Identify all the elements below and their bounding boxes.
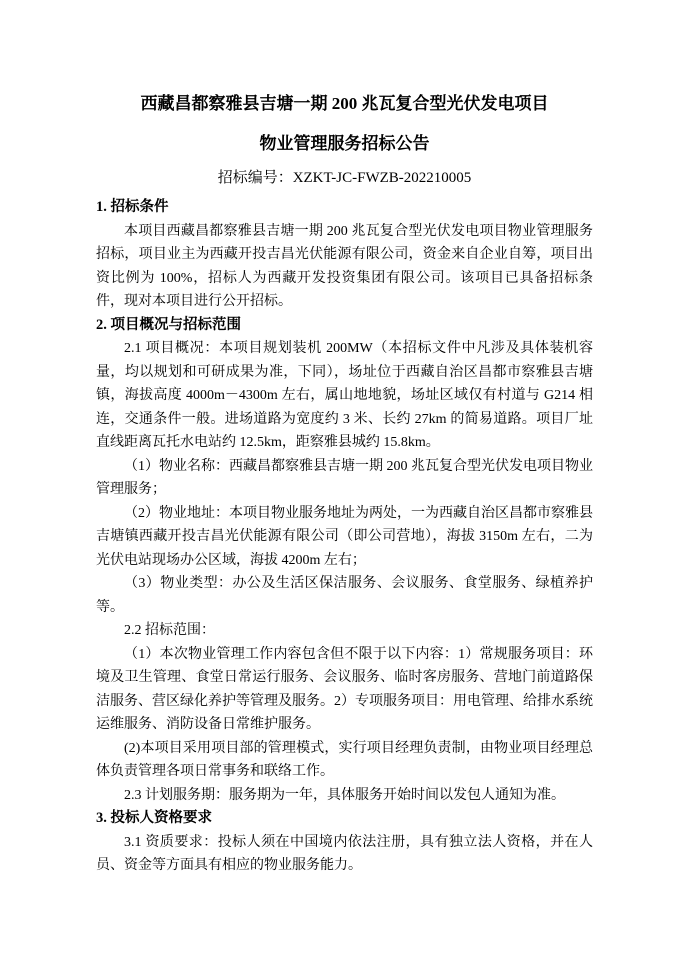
body-paragraph: （2）物业地址：本项目物业服务地址为两处，一为西藏自治区昌都市察雅县吉塘镇西藏开投吉昌光伏能源有限公司（即公司营地），海拔 3150m 左右，二为光伏电站现场办公区域，海拔 4200m 左右； — [96, 505, 593, 568]
body-paragraph: 3.1 资质要求：投标人须在中国境内依法注册，具有独立法人资格，并在人员、资金等方面具有相应的物业服务能力。 — [96, 834, 593, 873]
section-heading: 3. 投标人资格要求 — [96, 810, 212, 826]
body-paragraph: 2.3 计划服务期：服务期为一年，具体服务开始时间以发包人通知为准。 — [124, 787, 565, 803]
body-paragraph: （1）物业名称：西藏昌都察雅县吉塘一期 200 兆瓦复合型光伏发电项目物业管理服务； — [96, 458, 593, 497]
body-paragraph: (2)本项目采用项目部的管理模式，实行项目经理负责制，由物业项目经理总体负责管理各项日常事务和联络工作。 — [96, 740, 593, 779]
section-heading: 2. 项目概况与招标范围 — [96, 316, 241, 333]
body-paragraph: 2.1 项目概况：本项目规划装机 200MW（本招标文件中凡涉及具体装机容量，均以规划和可研成果为准，下同），场址位于西藏自治区昌都市察雅县吉塘镇，海拔高度 4000m－4300m 左右，属山地地貌，场址区域仅有村道与 G214 相连，交通条件一般。进场道路为宽度约 3 米、长约 27km 的简易道路。项目厂址直线距离瓦托水电站约 12.5km，距察雅县城约 15.8km。 — [96, 341, 593, 450]
doc-body — [96, 196, 593, 878]
body-paragraph: 2.2 招标范围： — [124, 623, 215, 638]
body-paragraph: （3）物业类型：办公及生活区保洁服务、会议服务、食堂服务、绿植养护等。 — [96, 576, 593, 615]
body-paragraph: （1）本次物业管理工作内容包含但不限于以下内容：1）常规服务项目：环境及卫生管理、食堂日常运行服务、会议服务、临时客房服务、营地门前道路保洁服务、营区绿化养护等管理及服务。2）专项服务项目：用电管理、给排水系统运维服务、消防设备日常维护服务。 — [96, 646, 593, 732]
section-heading: 1. 招标条件 — [96, 199, 169, 215]
doc-title-line2: 物业管理服务招标公告 — [259, 134, 430, 153]
body-paragraph: 本项目西藏昌都察雅县吉塘一期 200 兆瓦复合型光伏发电项目物业管理服务招标，项目业主为西藏开投吉昌光伏能源有限公司，资金来自企业自筹，项目出资比例为 100%，招标人为西藏开发投资集团有限公司。该项目已具备招标条件，现对本项目进行公开招标。 — [96, 223, 593, 309]
doc-title-line1: 西藏昌都察雅县吉塘一期 200 兆瓦复合型光伏发电项目 — [140, 94, 549, 113]
tender-number: 招标编号：XZKT-JC-FWZB-202210005 — [217, 170, 472, 186]
